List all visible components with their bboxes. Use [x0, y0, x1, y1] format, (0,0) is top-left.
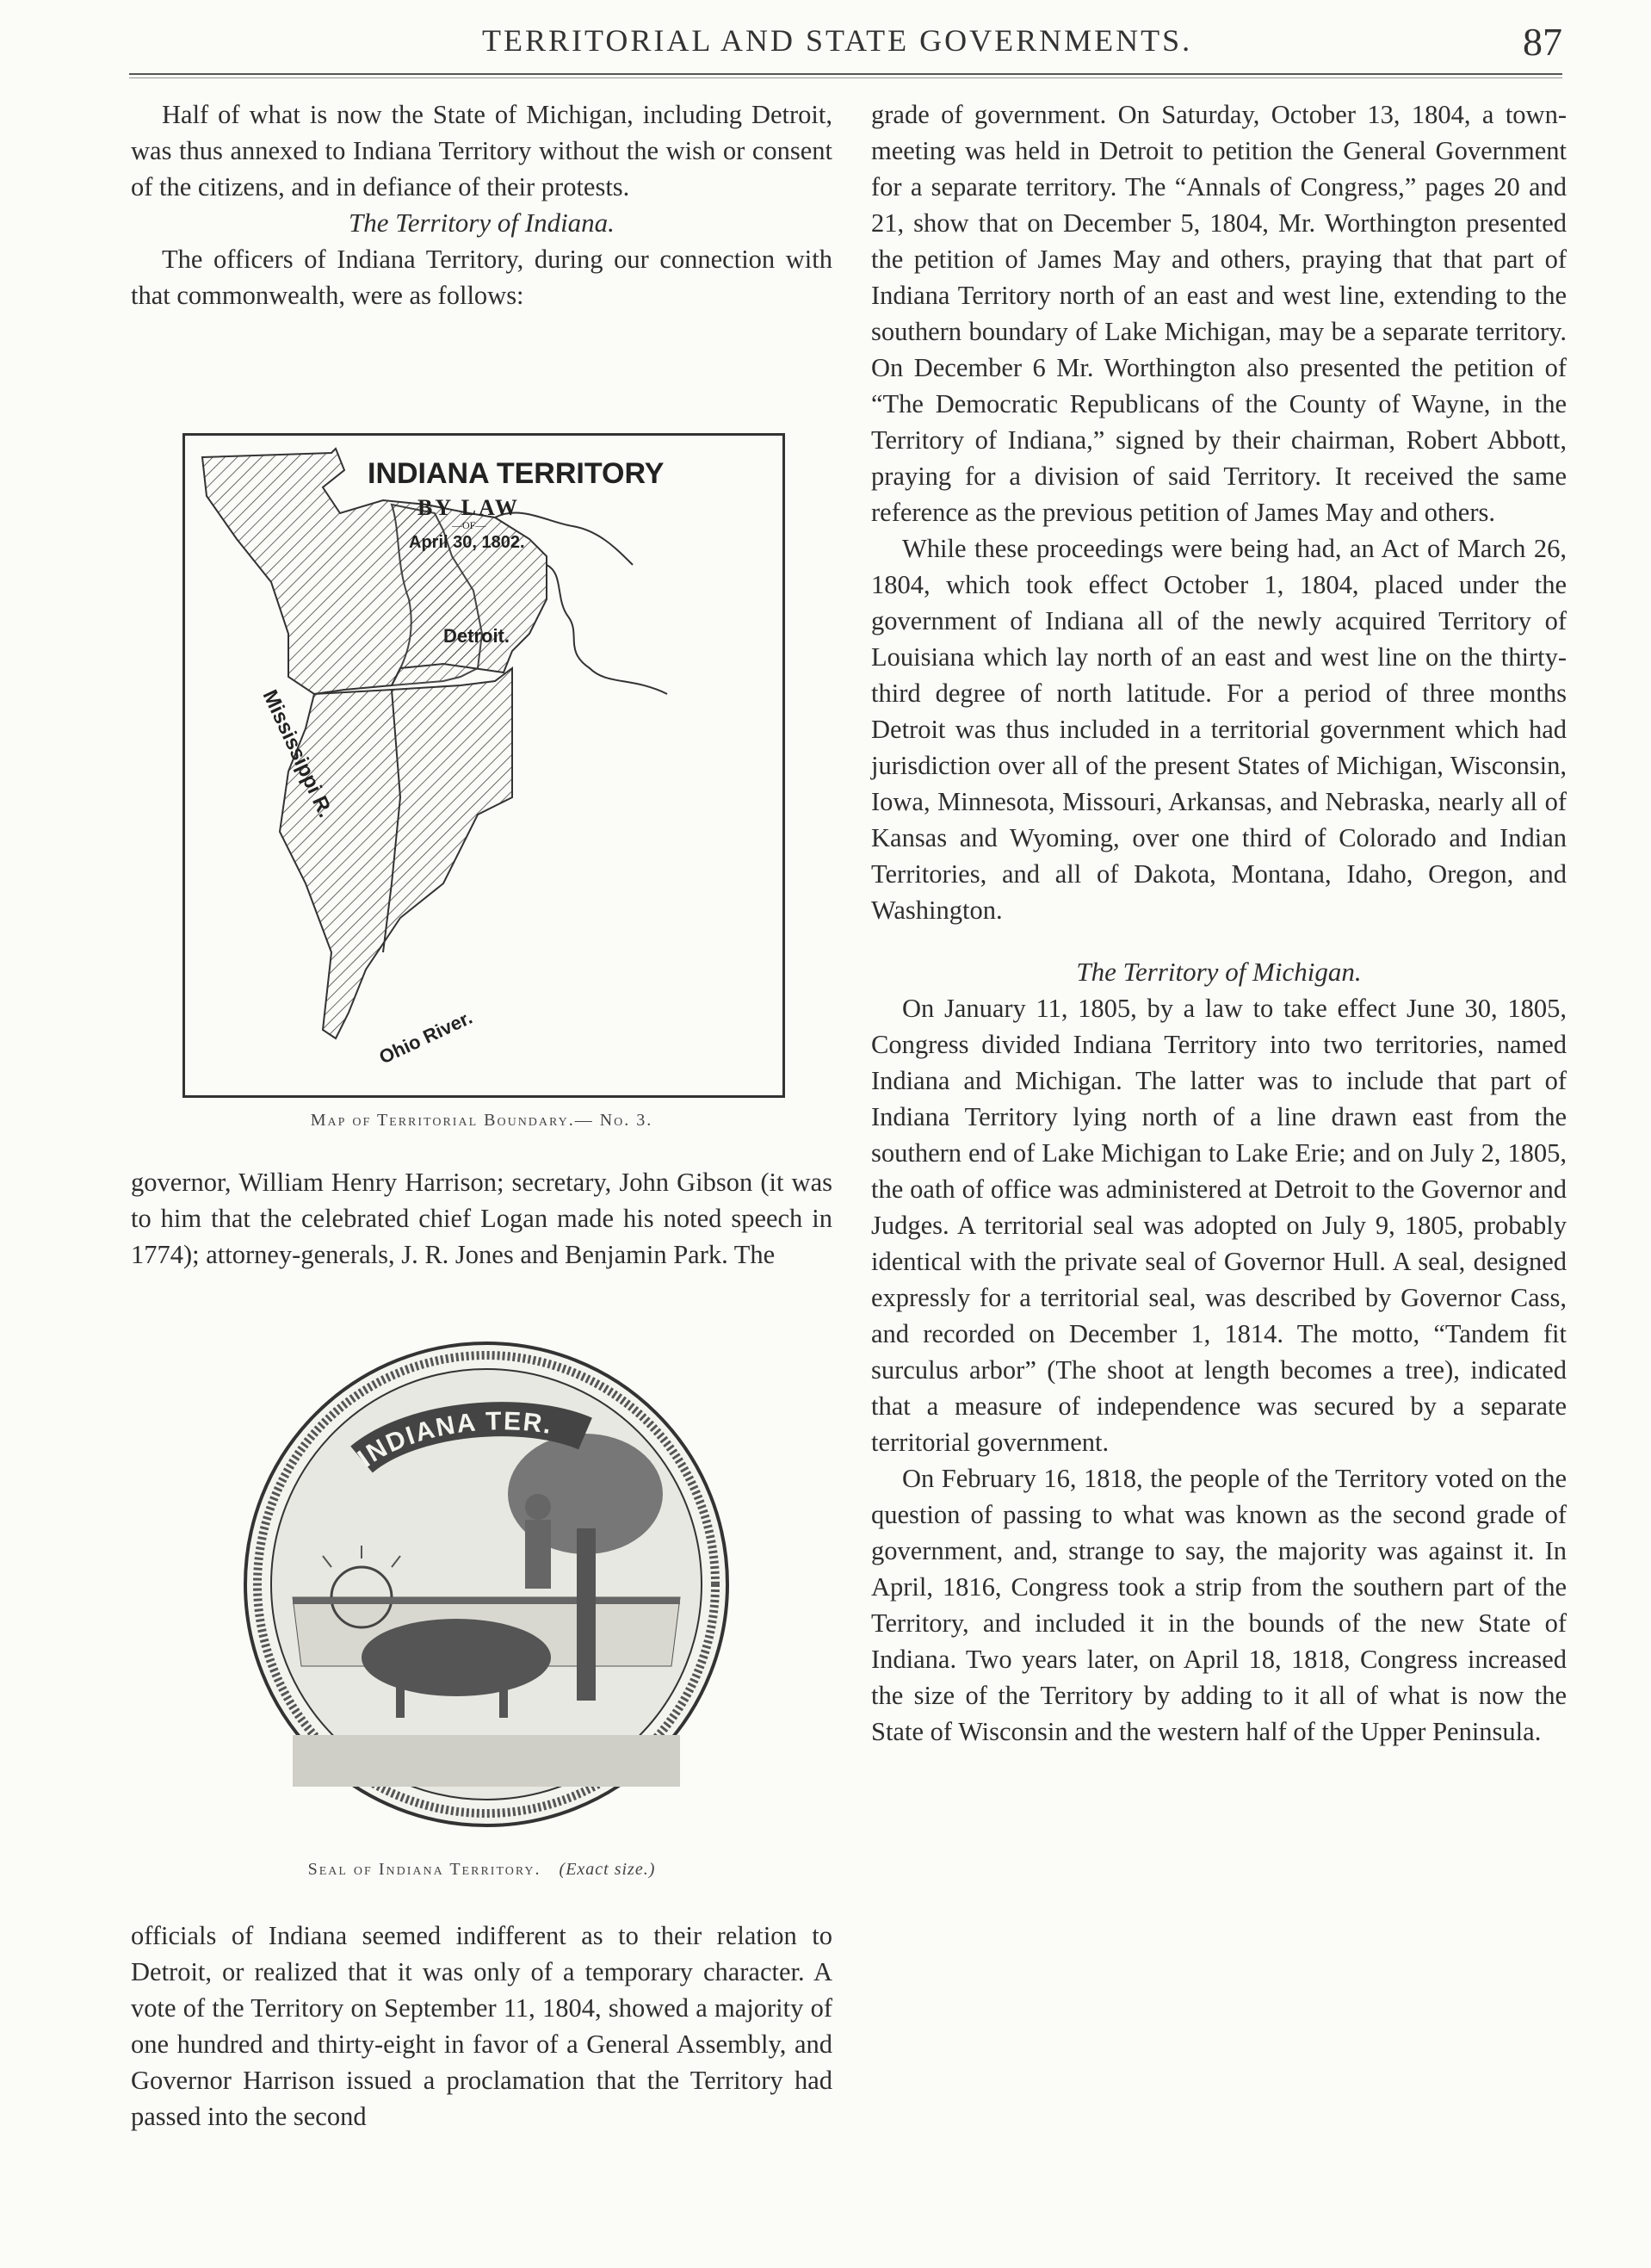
territory-map — [182, 433, 785, 1098]
running-title: TERRITORIAL AND STATE GOVERNMENTS. — [482, 23, 1193, 58]
woodsman-icon — [525, 1520, 551, 1589]
header-rule-thin — [129, 77, 1562, 78]
paragraph: Half of what is now the State of Michigan, including Detroit, was thus annexed to Indiana Territory without the wish or consent of the citizens, and in defiance of their protests. — [131, 100, 832, 201]
paragraph: On January 11, 1805, by a law to take effect June 30, 1805, Congress divided Indiana Territory into two territories, named Indiana and Michigan. The latter was to include that part of Indiana Territory lying north of a line drawn east from the southern end of Lake Michigan to Lake Erie; and on July 2, 1805, the oath of office was administered at Detroit to the Governor and Judges. A territorial seal was adopted on July 9, 1805, probably identical with the private seal of Governor Hull. A seal, designed expressly for a territorial seal, was described by Governor Cass, and recorded on December 1, 1814. The motto, “Tandem fit surculus arbor” (The shoot at length becomes a tree), indicated that a measure of independence was secured by a separate territorial government. — [871, 994, 1567, 1457]
paragraph: grade of government. On Saturday, October 13, 1804, a town-meeting was held in Detroit to petition the General Government for a separate territory. The “Annals of Congress,” pages 20 and 21, show that on December 5, 1804, Mr. Worthington presented the petition of James May and others, praying that that part of Indiana Territory north of an east and west line, extending to the southern boundary of Lake Michigan, may be a separate territory. On December 6 Mr. Worthington also presented the petition of “The Democratic Republicans of the County of Wayne, in the Territory of Indiana,” signed by their chairman, Robert Abbott, praying for a division of said Territory. It received the same reference as the previous petition of James May and others. — [871, 100, 1567, 527]
map-date: April 30, 1802. — [409, 533, 525, 552]
map-title: INDIANA TERRITORY — [368, 457, 665, 490]
buffalo-icon — [362, 1619, 551, 1696]
seal-caption — [131, 1860, 832, 1880]
map-by-law: BY LAW — [417, 495, 520, 520]
indiana-ohio-shape — [280, 668, 512, 1038]
map-of: —OF— — [452, 519, 486, 531]
left-column-bottom — [131, 1918, 832, 2135]
river-line — [547, 565, 667, 694]
paragraph: officials of Indiana seemed indifferent as to their relation to Detroit, or realized that it was only of a temporary character. A vote of the Territory on September 11, 1804, showed a majority of one hundred and thirty-eight in favor of a General Assembly, and Governor Harrison issued a proclamation that the Territory had passed into the second — [131, 1921, 832, 2131]
label-detroit: Detroit. — [443, 625, 510, 647]
label-mississippi: Mississippi R. — [257, 686, 337, 821]
seal-banner-text: INDIANA TER. — [352, 1407, 555, 1473]
paragraph: The officers of Indiana Territory, during our connection with that commonwealth, were as follows: — [131, 245, 832, 310]
seal-caption-main: Seal of Indiana Territory. — [307, 1860, 541, 1879]
map-illustration — [185, 436, 782, 1095]
header-rule — [129, 73, 1562, 75]
seal-caption-note: (Exact size.) — [559, 1860, 656, 1879]
paragraph: governor, William Henry Harrison; secretary, John Gibson (it was to him that the celebrated chief Logan made his noted speech in 1774); attorney-generals, J. R. Jones and Benjamin Park. The — [131, 1168, 832, 1269]
territorial-seal — [241, 1339, 732, 1830]
label-ohio-river: Ohio River. — [375, 1006, 476, 1069]
left-column-top — [131, 96, 832, 313]
section-heading: The Territory of Indiana. — [349, 208, 615, 238]
page-number: 87 — [1523, 20, 1562, 64]
paragraph: While these proceedings were being had, an Act of March 26, 1804, which took effect October 1, 1804, placed under the government of Indiana all of the newly acquired Territory of Louisiana which lay north of an east and west line on the thirty-third degree of north latitude. For a period of three months Detroit was thus included in a territorial government which had jurisdiction over all of the present States of Michigan, Wisconsin, Iowa, Minnesota, Missouri, Arkansas, and Nebraska, nearly all of Kansas and Wyoming, over one third of Colorado and Indian Territories, and all of Dakota, Montana, Idaho, Oregon, and Washington. — [871, 534, 1567, 925]
left-column-mid — [131, 1164, 832, 1273]
section-heading: The Territory of Michigan. — [1076, 957, 1362, 987]
page-header — [129, 19, 1562, 71]
map-caption: Map of Territorial Boundary.— No. 3. — [310, 1111, 653, 1130]
paragraph: On February 16, 1818, the people of the Territory voted on the question of passing to what was known as the second grade of government, and, strange to say, the majority was against it. In April, 1816, Congress took a strip from the southern part of the Territory, and included it in the bounds of the new State of Indiana. Two years later, on April 18, 1818, Congress increased the size of the Territory by adding to it all of what is now the State of Wisconsin and the western half of the Upper Peninsula. — [871, 1464, 1567, 1746]
right-column — [871, 96, 1567, 1750]
